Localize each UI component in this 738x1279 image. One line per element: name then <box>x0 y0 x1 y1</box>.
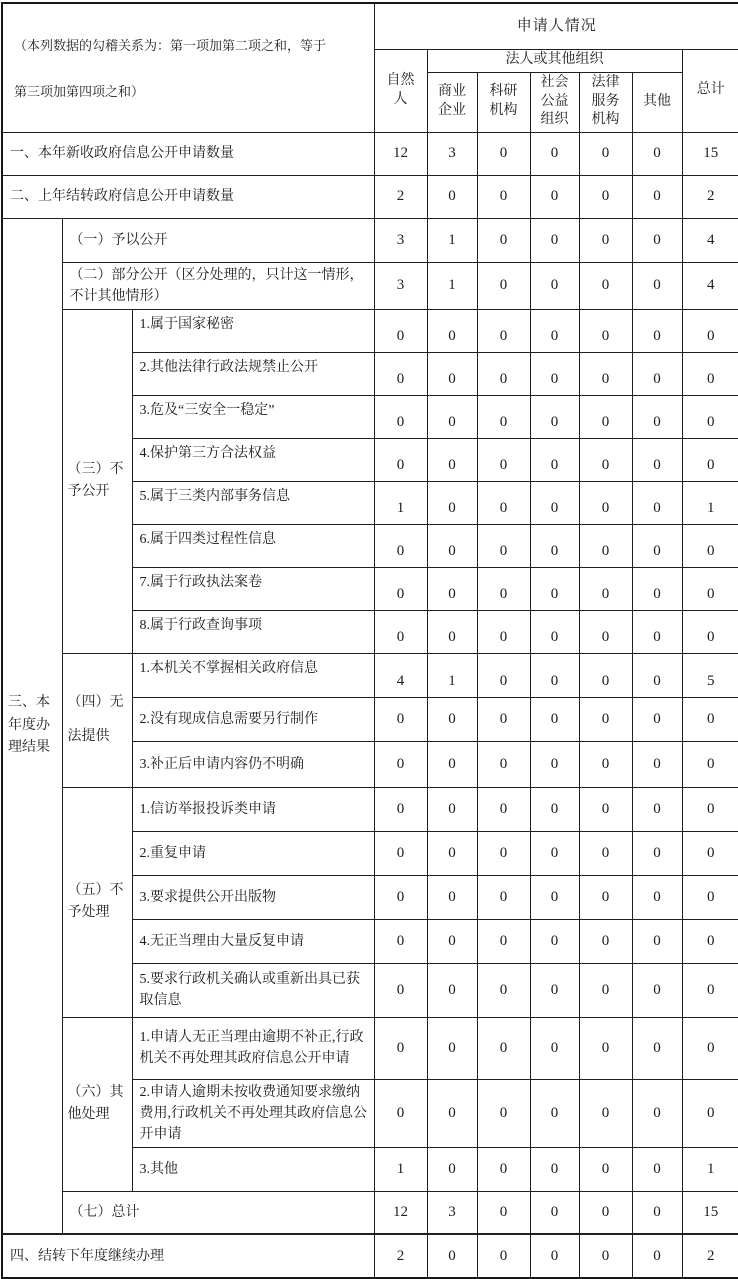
header-legal-service-org: 法律服务机构 <box>579 72 632 132</box>
row-label: 四、结转下年度继续办理 <box>2 1234 374 1278</box>
cell-value: 0 <box>427 567 477 610</box>
cell-value: 5 <box>682 653 738 697</box>
cell-value: 0 <box>427 1079 477 1147</box>
cell-value: 15 <box>682 132 738 175</box>
cell-value: 0 <box>530 524 579 567</box>
cell-value: 0 <box>632 875 682 919</box>
section-label-results: 三、本年度办理结果 <box>2 218 62 1234</box>
cell-value: 0 <box>477 1234 530 1278</box>
cell-value: 0 <box>530 919 579 963</box>
cell-value: 2 <box>682 1234 738 1278</box>
cell-value: 0 <box>632 352 682 395</box>
cell-value: 0 <box>682 524 738 567</box>
cell-value: 0 <box>632 831 682 875</box>
cell-value: 4 <box>374 653 427 697</box>
table-row <box>2 1017 738 1079</box>
cell-value: 0 <box>632 610 682 653</box>
cell-value: 0 <box>632 218 682 262</box>
row-label: 1.属于国家秘密 <box>132 309 374 352</box>
header-legal-or-other-org: 法人或其他组织 <box>427 49 682 72</box>
cell-value: 0 <box>530 1191 579 1234</box>
cell-value: 0 <box>530 175 579 218</box>
row-label: 1.信访举报投诉类申请 <box>132 787 374 831</box>
row-label: 3.其他 <box>132 1147 374 1191</box>
cell-value: 3 <box>374 218 427 262</box>
row-label: 一、本年新收政府信息公开申请数量 <box>2 132 374 175</box>
table-row <box>2 309 738 352</box>
cell-value: 0 <box>530 653 579 697</box>
cell-value: 0 <box>374 741 427 787</box>
cell-value: 4 <box>682 218 738 262</box>
cell-value: 0 <box>427 524 477 567</box>
cell-value: 0 <box>477 262 530 309</box>
row-label: （七）总计 <box>62 1191 374 1234</box>
cell-value: 0 <box>530 481 579 524</box>
cell-value: 1 <box>682 481 738 524</box>
cell-value: 0 <box>427 438 477 481</box>
cell-value: 0 <box>374 787 427 831</box>
header-commercial-enterprise: 商业企业 <box>427 72 477 132</box>
cell-value: 3 <box>374 262 427 309</box>
cell-value: 0 <box>632 132 682 175</box>
cell-value: 0 <box>632 1191 682 1234</box>
cell-value: 0 <box>427 787 477 831</box>
cell-value: 0 <box>374 875 427 919</box>
cell-value: 2 <box>682 175 738 218</box>
cell-value: 1 <box>427 262 477 309</box>
cell-value: 0 <box>477 481 530 524</box>
group-label-other-handling: （六）其他处理 <box>62 1017 132 1191</box>
cell-value: 0 <box>477 1147 530 1191</box>
cell-value: 0 <box>632 175 682 218</box>
cell-value: 0 <box>579 1079 632 1147</box>
table-row <box>2 175 738 218</box>
cell-value: 0 <box>477 352 530 395</box>
cell-value: 0 <box>427 1017 477 1079</box>
cell-value: 0 <box>477 175 530 218</box>
cell-value: 0 <box>579 309 632 352</box>
cell-value: 0 <box>477 610 530 653</box>
row-label: （二）部分公开（区分处理的，只计这一情形，不计其他情形） <box>62 262 374 309</box>
cell-value: 0 <box>374 438 427 481</box>
row-label: 5.要求行政机关确认或重新出具已获取信息 <box>132 963 374 1017</box>
cell-value: 0 <box>374 610 427 653</box>
row-label: 2.重复申请 <box>132 831 374 875</box>
row-label: 1.本机关不掌握相关政府信息 <box>132 653 374 697</box>
cell-value: 1 <box>374 1147 427 1191</box>
cell-value: 0 <box>530 875 579 919</box>
cell-value: 0 <box>579 175 632 218</box>
cell-value: 0 <box>682 697 738 741</box>
cell-value: 0 <box>427 963 477 1017</box>
header-applicant-status: 申请人情况 <box>374 3 738 49</box>
row-label: 2.其他法律行政法规禁止公开 <box>132 352 374 395</box>
cell-value: 0 <box>579 653 632 697</box>
header-other-org: 其他 <box>632 72 682 132</box>
cell-value: 2 <box>374 1234 427 1278</box>
note-line-1: （本列数据的勾稽关系为：第一项加第二项之和，等于 <box>14 38 327 54</box>
cell-value: 0 <box>530 262 579 309</box>
header-social-welfare-org: 社会公益组织 <box>530 72 579 132</box>
cell-value: 0 <box>530 438 579 481</box>
cell-value: 0 <box>374 1017 427 1079</box>
cell-value: 0 <box>682 610 738 653</box>
table-row <box>2 653 738 697</box>
row-label: 5.属于三类内部事务信息 <box>132 481 374 524</box>
cell-value: 0 <box>374 395 427 438</box>
cell-value: 0 <box>632 262 682 309</box>
cell-value: 0 <box>682 567 738 610</box>
cell-value: 0 <box>579 963 632 1017</box>
cell-value: 0 <box>374 831 427 875</box>
header-natural-person: 自然人 <box>374 49 427 132</box>
cell-value: 0 <box>477 1079 530 1147</box>
cell-value: 0 <box>374 567 427 610</box>
row-label: 6.属于四类过程性信息 <box>132 524 374 567</box>
row-label: 1.申请人无正当理由逾期不补正,行政机关不再处理其政府信息公开申请 <box>132 1017 374 1079</box>
cell-value: 0 <box>632 919 682 963</box>
cell-value: 0 <box>427 352 477 395</box>
cell-value: 0 <box>682 395 738 438</box>
table-row <box>2 787 738 831</box>
row-label: 7.属于行政执法案卷 <box>132 567 374 610</box>
row-label: （一）予以公开 <box>62 218 374 262</box>
row-label: 2.申请人逾期未按收费通知要求缴纳费用,行政机关不再处理其政府信息公开申请 <box>132 1079 374 1147</box>
row-label: 4.无正当理由大量反复申请 <box>132 919 374 963</box>
cell-value: 0 <box>530 787 579 831</box>
cell-value: 0 <box>579 1017 632 1079</box>
cell-value: 0 <box>477 697 530 741</box>
cell-value: 0 <box>682 875 738 919</box>
cell-value: 0 <box>427 919 477 963</box>
cell-value: 0 <box>530 395 579 438</box>
cell-value: 0 <box>477 787 530 831</box>
cell-value: 0 <box>682 438 738 481</box>
cell-value: 0 <box>427 175 477 218</box>
disclosure-request-table <box>1 2 738 1279</box>
cell-value: 1 <box>682 1147 738 1191</box>
cell-value: 12 <box>374 132 427 175</box>
cell-value: 0 <box>530 1147 579 1191</box>
cell-value: 0 <box>579 132 632 175</box>
cell-value: 0 <box>579 610 632 653</box>
cell-value: 0 <box>530 352 579 395</box>
cell-value: 0 <box>374 524 427 567</box>
cell-value: 0 <box>427 831 477 875</box>
cell-value: 0 <box>632 741 682 787</box>
cell-value: 0 <box>530 697 579 741</box>
cell-value: 0 <box>374 352 427 395</box>
cell-value: 0 <box>579 567 632 610</box>
cell-value: 0 <box>427 610 477 653</box>
cell-value: 0 <box>682 352 738 395</box>
group-label-not-processed: （五）不予处理 <box>62 787 132 1017</box>
header-total: 总计 <box>682 49 738 132</box>
cell-value: 0 <box>374 697 427 741</box>
cell-value: 0 <box>530 741 579 787</box>
cell-value: 0 <box>579 395 632 438</box>
cell-value: 0 <box>427 395 477 438</box>
cell-value: 0 <box>682 1079 738 1147</box>
row-label: 8.属于行政查询事项 <box>132 610 374 653</box>
cell-value: 0 <box>579 787 632 831</box>
cell-value: 0 <box>632 1147 682 1191</box>
cell-value: 0 <box>632 1017 682 1079</box>
cell-value: 0 <box>632 1079 682 1147</box>
cell-value: 0 <box>427 875 477 919</box>
cell-value: 0 <box>477 438 530 481</box>
cell-value: 0 <box>682 741 738 787</box>
group-label-denied: （三）不予公开 <box>62 309 132 653</box>
cell-value: 0 <box>477 741 530 787</box>
cell-value: 15 <box>682 1191 738 1234</box>
header-research-institution: 科研机构 <box>477 72 530 132</box>
cell-value: 0 <box>530 610 579 653</box>
cell-value: 1 <box>374 481 427 524</box>
cell-value: 0 <box>579 438 632 481</box>
group-label-unable-to-provide: （四）无法提供 <box>62 653 132 787</box>
cell-value: 0 <box>682 787 738 831</box>
cell-value: 0 <box>682 1017 738 1079</box>
cell-value: 0 <box>682 963 738 1017</box>
cell-value: 0 <box>632 653 682 697</box>
cell-value: 0 <box>632 787 682 831</box>
table-row <box>2 262 738 309</box>
cell-value: 1 <box>427 218 477 262</box>
cell-value: 0 <box>530 1017 579 1079</box>
cell-value: 0 <box>632 481 682 524</box>
cell-value: 3 <box>427 132 477 175</box>
cell-value: 0 <box>632 697 682 741</box>
table-row <box>2 218 738 262</box>
row-label: 3.危及“三安全一稳定” <box>132 395 374 438</box>
cell-value: 0 <box>579 1147 632 1191</box>
cell-value: 0 <box>579 697 632 741</box>
cell-value: 0 <box>477 919 530 963</box>
cell-value: 0 <box>427 1147 477 1191</box>
cell-value: 0 <box>477 653 530 697</box>
cell-value: 0 <box>530 1234 579 1278</box>
cell-value: 0 <box>579 831 632 875</box>
reconciliation-note <box>2 3 374 132</box>
cell-value: 0 <box>579 352 632 395</box>
row-label: 2.没有现成信息需要另行制作 <box>132 697 374 741</box>
cell-value: 0 <box>632 524 682 567</box>
cell-value: 0 <box>530 963 579 1017</box>
cell-value: 3 <box>427 1191 477 1234</box>
cell-value: 0 <box>427 1234 477 1278</box>
cell-value: 0 <box>477 218 530 262</box>
cell-value: 0 <box>682 309 738 352</box>
cell-value: 0 <box>530 567 579 610</box>
cell-value: 0 <box>427 309 477 352</box>
cell-value: 0 <box>632 395 682 438</box>
cell-value: 0 <box>374 919 427 963</box>
cell-value: 0 <box>682 831 738 875</box>
cell-value: 0 <box>530 309 579 352</box>
cell-value: 1 <box>427 653 477 697</box>
cell-value: 4 <box>682 262 738 309</box>
cell-value: 0 <box>374 309 427 352</box>
row-label: 3.要求提供公开出版物 <box>132 875 374 919</box>
cell-value: 0 <box>579 218 632 262</box>
cell-value: 0 <box>477 875 530 919</box>
cell-value: 2 <box>374 175 427 218</box>
cell-value: 0 <box>530 831 579 875</box>
cell-value: 0 <box>579 1234 632 1278</box>
cell-value: 0 <box>530 132 579 175</box>
row-label: 二、上年结转政府信息公开申请数量 <box>2 175 374 218</box>
cell-value: 12 <box>374 1191 427 1234</box>
table-row <box>2 1234 738 1278</box>
cell-value: 0 <box>530 1079 579 1147</box>
cell-value: 0 <box>579 1191 632 1234</box>
table-row <box>2 132 738 175</box>
cell-value: 0 <box>477 1191 530 1234</box>
cell-value: 0 <box>477 831 530 875</box>
cell-value: 0 <box>632 1234 682 1278</box>
cell-value: 0 <box>374 1079 427 1147</box>
cell-value: 0 <box>632 309 682 352</box>
cell-value: 0 <box>477 524 530 567</box>
cell-value: 0 <box>579 875 632 919</box>
note-line-2: 第三项加第四项之和） <box>14 84 145 100</box>
cell-value: 0 <box>682 919 738 963</box>
cell-value: 0 <box>427 481 477 524</box>
row-label: 4.保护第三方合法权益 <box>132 438 374 481</box>
cell-value: 0 <box>632 567 682 610</box>
row-label: 3.补正后申请内容仍不明确 <box>132 741 374 787</box>
cell-value: 0 <box>477 395 530 438</box>
cell-value: 0 <box>579 262 632 309</box>
cell-value: 0 <box>579 481 632 524</box>
cell-value: 0 <box>477 1017 530 1079</box>
cell-value: 0 <box>477 309 530 352</box>
cell-value: 0 <box>477 567 530 610</box>
cell-value: 0 <box>374 963 427 1017</box>
table-row <box>2 1191 738 1234</box>
cell-value: 0 <box>579 919 632 963</box>
cell-value: 0 <box>632 438 682 481</box>
cell-value: 0 <box>579 741 632 787</box>
cell-value: 0 <box>427 741 477 787</box>
cell-value: 0 <box>530 218 579 262</box>
cell-value: 0 <box>632 963 682 1017</box>
cell-value: 0 <box>427 697 477 741</box>
cell-value: 0 <box>477 963 530 1017</box>
cell-value: 0 <box>579 524 632 567</box>
cell-value: 0 <box>477 132 530 175</box>
